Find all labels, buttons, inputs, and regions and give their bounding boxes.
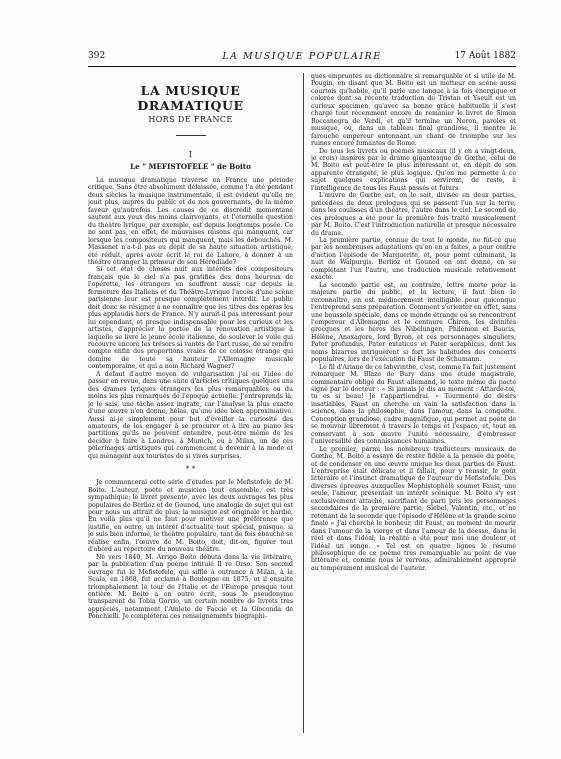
paragraph: ques empruntés au dictionnaire si remarquable et si utile de M. Pougin, en disant que M. Boito est un metteur en scène aussi courtois qu'habile, qu'il parle une langue à la fois énergique et colorée dont sa récente traduction de Tristan et Yseult est un curieux spécimen, qu'avec sa bonne grâce habituelle il s'est chargé tout récemment encore de remanier le livret de Simon Boccanegra de Verdi, et qu'il termine un Neron, paroles et musique, où, dans un tableau final grandiose, il montre le farouche empereur entonnant un chant de triomphe sur les ruines encore fumantes de Rome. [311, 73, 516, 148]
column-divider [303, 73, 304, 733]
paragraph: Je commencerai cette série d'études par le Mefistofele de M. Boito. L'auteur, poète et musicien tout ensemble, est très sympathique; le livret présente, avec les deux ouvrages les plus populaires de Berlioz et de Gounod, une analogie de sujet qui est pour nous un attrait de plus; la musique est originale et hardie. En voilà plus qu'il ne faut pour motiver une préférence que justifie, en outre, un intérêt d'actualité tout spécial, puisque, si je suis bien informé, le théâtre populaire, tant de fois ébauché se réalise enfin, l'œuvre de M. Boito, doit, dit-on, figurer tout d'abord au répertoire du nouveau théâtre. [88, 479, 293, 554]
article-title: LA MUSIQUE DRAMATIQUE [137, 83, 244, 113]
paragraph: Si cet état de choses nuit aux intérêts des compositeurs français que le ciel n'a pas gratifiés des dons heureux de l'opérette, les étrangers en souffrent aussi; car depuis la fermeture des Italiens et du Théâtre-Lyrique l'accès d'une scène parisienne leur est presque complètement interdit. Le public doit donc se résigner à ne connaître que les titres des opéras les plus applaudis hors de France. N'y aurait-il pas intéressant pour lui cependant, et presque indispensable pour les curieux et les artistes, d'apprécier la portée de la rénovation artistique à laquelle se livre le jeune école italienne, de soulever le voile qui recouvre encore les trésors si vantés de l'art russe, de se rendre compte enfin des proportions vraies de ce colosse étrange qui domine de toute sa hauteur l'Allemagne musicale contemporaine, et qui a nom Richard Wagner? [88, 266, 293, 371]
left-column [88, 73, 293, 733]
article-subtitle: HORS DE FRANCE [148, 115, 233, 124]
page-header [88, 51, 516, 65]
paragraph: De tous les livrets ou poèmes musicaux (il y en a vingt-deux, je crois) inspirés par le drame gigantesque de Gœthe, celui de M. Boito est peut-être le plus intéressant et, en dépit de son apparente étrangeté, le plus logique. Qu'on me permette à ce sujet quelques explications qui serviront, de reste, à l'intelligence de tous les Faust passés et futurs. [311, 147, 516, 192]
paragraph: Le premier, parmi les nombreux traducteurs musicaux de Gœthe, M. Boito a essayé de rester fidèle à la pensée du poète, et de condenser en une œuvre unique les deux parties de Faust. L'entreprise était délicate et il fallait, pour y réussir, le goût littéraire et l'instinct dramatique de l'auteur du Mefistofele. Des diverses épreuves auxquelles Mephistophélè soumet Faust, une seule, l'amour, présentait un intérêt scénique. M. Boito s'y est exclusivement attaché, sacrifiant de parti pris les personnages secondaires de la première partie, Siebel, Valentin, etc., et ne retenant de la seconde que l'épisode d'Hélène et la grande scène finale « J'ai cherché le bonheur, dit Faust, au moment de mourir dans l'amour de la vierge et dans l'amour de la déesse, dans le réel et dans l'idéal; la réalité a été pour moi une douleur et l'idéal un songe. » Tel est en quatre lignes le résumé philosophique de ce poème très remarquable au point de vue littéraire et, comme nous le verrons, admirablement approprié au tempérament musical de l'auteur. [311, 445, 516, 572]
section-stars: * * [185, 465, 196, 474]
running-title: LA MUSIQUE POPULAIRE [222, 51, 382, 62]
header-rule [88, 66, 516, 67]
section-heading: Le " MEFISTOFELE " de Boito [130, 162, 251, 171]
paragraph: La seconde partie est, au contraire, lettre morte pour la majeure partie du public, et la lecture, il faut bien le reconnaître, en est médiocrement intelligible pour quiconque l'entreprend sans préparation. Comment s'orienter en effet, sans une boussole spéciale, dans ce monde étrange où se rencontrent l'empereur d'Allemagne et le centaure Chiron, les divinités grecques et les héros des Nibelungen, Philémon et Baucis, Hélène, Anaxagore, lord Byron, et ces personnages singuliers, Pater profundus, Pater extaticus et Pater seraphicus, dont les noms bizarres intriguèrent si fort les habitudes des concerts populaires, lors de l'exécution du Faust de Schumann. [311, 281, 516, 364]
page-number: 392 [88, 51, 106, 61]
paragraph: A défaut d'autre moyen de vulgarisation j'ai eu l'idée de passer en revue, dans une suite d'articles critiques quelques uns des drames lyriques étrangers les plus remarquables ou du moins les plus remarqués de l'époque actuelle. J'entreprends là, je le sais, une tâche assez ingrate, car l'analyse la plus exacte d'une œuvre n'en donne, hélas, qu'une idée bien approximative. Aussi ai-je simplement pour but d'éveiller la curiosité des amateurs, de les engager à se procurer et à lire au piano les partitions qu'ils ne peuvent entendre, peut-être même de les décider à faire à Londres, à Munich, ou à Milan, un de ces pèlerinages artistiques qui commencent à devenir à la mode et qui ménagent aux touristes de si vives surprises. [88, 370, 293, 460]
section-number: I [188, 150, 193, 159]
right-column [311, 73, 516, 733]
paragraph: La première partie, connue de tout le monde, ne fût-ce que par les nombreuses adaptations qu'on en a faites, a pour centre d'action l'épisode de Marguerite, et, pour point culminant, la nuit de Walpurgis. Berlioz et Gounod en ont donné, en se complétant l'un l'autre, une traduction musicale relativement exacte. [311, 236, 516, 282]
issue-date: 17 Août 1882 [454, 51, 516, 61]
title-divider [176, 135, 206, 136]
paragraph: L'œuvre de Gœthe est, on le sait, divisée en deux parties, précédées de deux prologues qui se passent l'un sur la terre, dans les coulisses d'un théâtre, l'autre dans le ciel. Le second de ces prologues a été pour la première fois traité musicalement par M. Boito. C'est l'introduction naturelle et presque nécessaire du drame. [311, 192, 516, 237]
paragraph: La musique dramatique traverse en France une période critique. Sans être absolument délaissée, comme l'a été pendant deux siècles la musique instrumentale, il est évident qu'elle ne jouit plus, auprès du public et de nos gouvernants, de la même faveur qu'autrefois. Les causes de ce discrédit momentané sautent aux yeux des moins clairvoyants, et l'éternelle question du théâtre lyrique, par exemple, est depuis longtemps posée. Ce ne sont pas, en effet, de mauvaises raisons qui manquent, car lorsque les compositeurs qui manquent, mais les débouchés. M. Massenet n'a-t-il pas eu dépit de sa haute situation artistique, été réduit, après avoir écrit le roi de Lahore, à donner à un théâtre étranger la primeur de son Hérodiade? [88, 177, 293, 266]
paragraph: Le fil d'Ariane de ce labyrinthe, c'est, comme l'a fait justement remarquer M. Blaze de Bury dans une étude magistrale, commentaire obligé du Faust allemand, le texte même du pacte signé par le docteur : « Si jamais je dis au moment : Attarde-toi, tu es si beau! Je t'appartiendrai. » Tourmenté de désirs insatiables, Faust en cherche en vain la satisfaction dans la science, dans la philosophie, dans l'amour, dans la conquête. Conception grandiose, cadre magnifique, qui permet au poète de se mouvoir librement à travers le temps et l'espace, et, tout en conservant à son œuvre l'unité nécessaire, d'embrasser l'universalité des connaissances humaines. [311, 363, 516, 446]
paragraph: Né vers 1840, M. Arrigo Boito débuta dans la vie littéraire, par la publication d'un poème intitulé Il re Orso. Son second ouvrage fut le Mefistofele, qui sifflé à outrance à Milan, à la Scala, en 1868, fut acclamé à Boulogne en 1875, et il ensuite triomphalement le tour de l'Italie et de l'Europe presque tout entière. M. Boito a en outre écrit, sous le pseudonyme transparent de Tobia Gorrio, un certain nombre de livrets très appréciés, notamment l'Amleto de Faccio et la Gioconda de Ponchielli. Je compléterai ces renseignements biographi- [88, 553, 293, 621]
